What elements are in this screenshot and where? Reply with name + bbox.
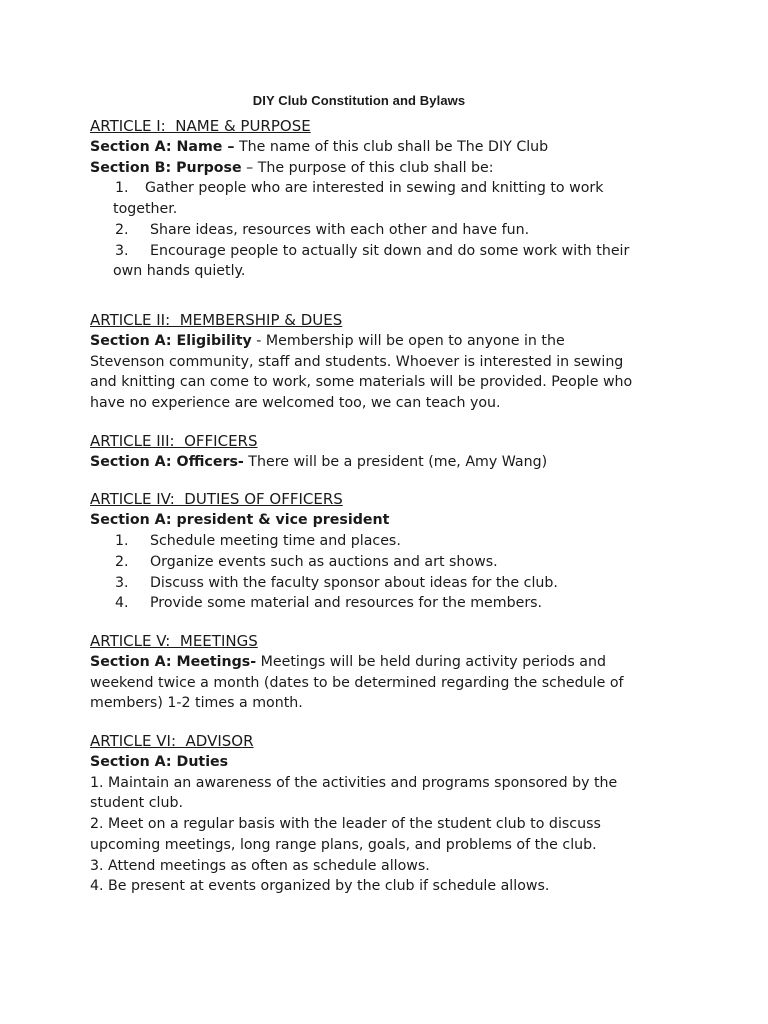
paragraph-line: upcoming meetings, long range plans, goals, and problems of the club. — [90, 836, 597, 853]
list-number: 1. — [115, 180, 129, 197]
list-number: 2. — [115, 553, 129, 570]
list-item — [115, 178, 690, 199]
paragraph-line: members) 1-2 times a month. — [90, 695, 303, 712]
article-4-section-a: Section A: president & vice president — [90, 512, 390, 529]
section-text: Meetings will be held during activity periods and — [256, 653, 606, 670]
list-number: 2. — [115, 221, 129, 238]
section-text: – The purpose of this club shall be: — [241, 159, 494, 176]
list-text: Schedule meeting time and places. — [150, 533, 401, 550]
list-item — [115, 593, 690, 614]
list-continuation: own hands quietly. — [113, 263, 246, 280]
list-text: Gather people who are interested in sewing and knitting to work — [145, 180, 604, 197]
paragraph-line: Stevenson community, staff and students. Whoever is interested in sewing — [90, 353, 624, 370]
article-2-heading: ARTICLE II: MEMBERSHIP & DUES — [90, 310, 343, 329]
article-6-heading: ARTICLE VI: ADVISOR — [90, 732, 254, 751]
paragraph-line: have no experience are welcomed too, we can teach you. — [90, 395, 501, 412]
list-item — [115, 241, 690, 262]
paragraph-line: and knitting can come to work, some materials will be provided. People who — [90, 374, 633, 391]
paragraph-line: 2. Meet on a regular basis with the leader of the student club to discuss — [90, 816, 601, 833]
article-6-section-a: Section A: Duties — [90, 754, 229, 771]
document-body — [90, 116, 690, 897]
list-number: 3. — [115, 574, 129, 591]
article-1-section-b — [90, 158, 690, 179]
section-label: Section A: Officers- — [90, 453, 244, 470]
paragraph-line: weekend twice a month (dates to be determined regarding the schedule of — [90, 674, 624, 691]
list-text: Discuss with the faculty sponsor about ideas for the club. — [150, 574, 558, 591]
section-text: The name of this club shall be The DIY Club — [234, 139, 549, 155]
paragraph-line: 4. Be present at events organized by the club if schedule allows. — [90, 878, 550, 895]
list-number: 4. — [115, 595, 129, 612]
section-label: Section A: Name – — [90, 139, 235, 155]
article-1-section-a — [90, 137, 690, 158]
article-3-section-a — [90, 452, 690, 473]
paragraph-line: student club. — [90, 795, 183, 812]
list-item — [115, 552, 690, 573]
list-item — [115, 531, 690, 552]
list-item — [115, 220, 690, 241]
section-label: Section A: Meetings- — [90, 653, 257, 670]
article-5-heading: ARTICLE V: MEETINGS — [90, 631, 258, 650]
list-text: Share ideas, resources with each other and have fun. — [150, 221, 530, 238]
list-item — [115, 573, 690, 594]
paragraph-line: 3. Attend meetings as often as schedule allows. — [90, 857, 430, 874]
section-text: - Membership will be open to anyone in the — [251, 332, 565, 349]
list-text: Encourage people to actually sit down and do some work with their — [150, 242, 630, 259]
list-number: 1. — [115, 533, 129, 550]
article-3-heading: ARTICLE III: OFFICERS — [90, 431, 258, 450]
list-text: Provide some material and resources for the members. — [150, 595, 543, 612]
article-2-section-a — [90, 331, 690, 352]
list-continuation: together. — [113, 201, 178, 218]
paragraph-line: 1. Maintain an awareness of the activities and programs sponsored by the — [90, 774, 618, 791]
section-label: Section B: Purpose — [90, 159, 242, 176]
article-5-section-a — [90, 652, 690, 673]
list-text: Organize events such as auctions and art shows. — [150, 553, 498, 570]
section-label: Section A: Eligibility — [90, 332, 252, 349]
list-number: 3. — [115, 242, 129, 259]
section-text: There will be a president (me, Amy Wang) — [243, 453, 548, 470]
article-4-heading: ARTICLE IV: DUTIES OF OFFICERS — [90, 490, 343, 509]
article-1-heading: ARTICLE I: NAME & PURPOSE — [90, 117, 311, 135]
document-title: DIY Club Constitution and Bylaws — [252, 93, 466, 108]
